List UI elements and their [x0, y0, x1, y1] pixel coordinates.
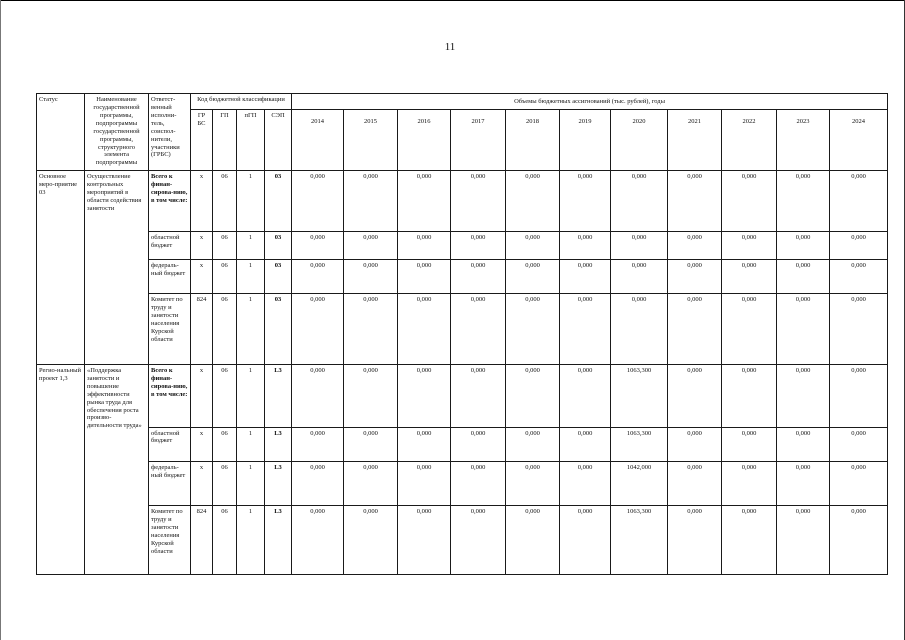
value-cell: 0,000 — [344, 427, 398, 461]
code-pgp-cell: 1 — [237, 461, 265, 505]
code-pgp-cell: 1 — [237, 171, 265, 232]
code-grbs-cell: х — [191, 171, 213, 232]
value-cell: 0,000 — [611, 294, 668, 365]
value-cell: 0,000 — [451, 259, 506, 293]
code-gp-cell: 06 — [213, 171, 237, 232]
value-cell: 0,000 — [611, 231, 668, 259]
scan-border-top — [0, 0, 905, 1]
value-cell: 0,000 — [722, 427, 777, 461]
page-number: 11 — [444, 41, 456, 53]
value-cell: 0,000 — [668, 294, 722, 365]
value-cell: 0,000 — [668, 231, 722, 259]
executor-cell: областной бюджет — [149, 231, 191, 259]
value-cell: 0,000 — [292, 231, 344, 259]
header-budget-code: Код бюджетной классификации — [191, 94, 292, 110]
value-cell: 0,000 — [830, 364, 888, 427]
value-cell: 0,000 — [560, 259, 611, 293]
scan-border-left — [0, 0, 1, 640]
code-pgp-cell: 1 — [237, 259, 265, 293]
value-cell: 0,000 — [451, 427, 506, 461]
value-cell: 0,000 — [451, 461, 506, 505]
value-cell: 0,000 — [506, 171, 560, 232]
value-cell: 0,000 — [560, 427, 611, 461]
name-cell: Осуществление контрольных мероприятий в области содействия занятости — [85, 171, 149, 365]
value-cell: 0,000 — [722, 461, 777, 505]
value-cell: 0,000 — [292, 364, 344, 427]
value-cell: 0,000 — [722, 259, 777, 293]
executor-cell: Всего к финан-сирова-нию, в том числе: — [149, 364, 191, 427]
value-cell: 1063,300 — [611, 427, 668, 461]
value-cell: 0,000 — [344, 259, 398, 293]
value-cell: 0,000 — [722, 294, 777, 365]
data-row — [37, 427, 888, 461]
code-pgp-cell: 1 — [237, 231, 265, 259]
header-year: 2022 — [722, 110, 777, 171]
data-row — [37, 259, 888, 293]
data-row — [37, 231, 888, 259]
code-sep-cell: L3 — [265, 427, 292, 461]
code-grbs-cell: х — [191, 364, 213, 427]
value-cell: 0,000 — [506, 427, 560, 461]
code-grbs-cell: х — [191, 231, 213, 259]
code-gp-cell: 06 — [213, 461, 237, 505]
header-year: 2021 — [668, 110, 722, 171]
code-sep-cell: L3 — [265, 364, 292, 427]
code-gp-cell: 06 — [213, 506, 237, 575]
value-cell: 0,000 — [830, 231, 888, 259]
value-cell: 0,000 — [344, 231, 398, 259]
value-cell: 0,000 — [830, 427, 888, 461]
header-code-gp: ГП — [213, 110, 237, 171]
code-pgp-cell: 1 — [237, 294, 265, 365]
header-status: Статус — [37, 94, 85, 171]
value-cell: 1063,300 — [611, 506, 668, 575]
value-cell: 0,000 — [292, 506, 344, 575]
header-name: Наименование государственной программы, подпрограммы государственной программы, структурного элемента подпрограммы — [85, 94, 149, 171]
code-sep-cell: 03 — [265, 294, 292, 365]
budget-allocation-table — [36, 93, 888, 575]
value-cell: 0,000 — [344, 461, 398, 505]
value-cell: 0,000 — [506, 461, 560, 505]
value-cell: 0,000 — [560, 294, 611, 365]
value-cell: 0,000 — [398, 506, 451, 575]
value-cell: 0,000 — [506, 231, 560, 259]
value-cell: 0,000 — [722, 231, 777, 259]
header-code-sep: СЭП — [265, 110, 292, 171]
value-cell: 0,000 — [292, 259, 344, 293]
value-cell: 0,000 — [722, 506, 777, 575]
header-volumes: Объемы бюджетных ассигнований (тыс. рублей), годы — [292, 94, 888, 110]
data-row — [37, 364, 888, 427]
header-year: 2015 — [344, 110, 398, 171]
code-gp-cell: 06 — [213, 294, 237, 365]
value-cell: 0,000 — [451, 231, 506, 259]
code-gp-cell: 06 — [213, 364, 237, 427]
name-cell: «Поддержка занятости и повышение эффективности рынка труда для обеспечения роста произво-дительности труда» — [85, 364, 149, 574]
code-gp-cell: 06 — [213, 259, 237, 293]
code-pgp-cell: 1 — [237, 506, 265, 575]
header-row-1 — [37, 94, 888, 110]
value-cell: 1042,000 — [611, 461, 668, 505]
code-sep-cell: L3 — [265, 506, 292, 575]
header-year: 2020 — [611, 110, 668, 171]
value-cell: 0,000 — [398, 294, 451, 365]
data-row — [37, 171, 888, 232]
value-cell: 0,000 — [398, 171, 451, 232]
value-cell: 0,000 — [668, 171, 722, 232]
value-cell: 0,000 — [560, 506, 611, 575]
value-cell: 0,000 — [722, 171, 777, 232]
status-cell: Основное меро-приятие 03 — [37, 171, 85, 365]
value-cell: 0,000 — [830, 506, 888, 575]
data-row — [37, 294, 888, 365]
value-cell: 0,000 — [292, 294, 344, 365]
value-cell: 0,000 — [292, 461, 344, 505]
executor-cell: Комитет по труду и занятости населения Курской области — [149, 294, 191, 365]
code-pgp-cell: 1 — [237, 427, 265, 461]
value-cell: 0,000 — [668, 259, 722, 293]
value-cell: 0,000 — [777, 171, 830, 232]
value-cell: 0,000 — [344, 294, 398, 365]
status-cell: Регио-нальный проект 1,3 — [37, 364, 85, 574]
value-cell: 0,000 — [668, 461, 722, 505]
code-sep-cell: 03 — [265, 171, 292, 232]
value-cell: 0,000 — [344, 171, 398, 232]
header-year: 2017 — [451, 110, 506, 171]
value-cell: 0,000 — [292, 427, 344, 461]
value-cell: 0,000 — [668, 427, 722, 461]
value-cell: 0,000 — [777, 294, 830, 365]
value-cell: 0,000 — [451, 364, 506, 427]
value-cell: 0,000 — [560, 231, 611, 259]
header-year: 2018 — [506, 110, 560, 171]
header-year: 2024 — [830, 110, 888, 171]
code-grbs-cell: 824 — [191, 294, 213, 365]
value-cell: 0,000 — [777, 461, 830, 505]
value-cell: 0,000 — [611, 171, 668, 232]
value-cell: 0,000 — [451, 506, 506, 575]
value-cell: 0,000 — [830, 461, 888, 505]
value-cell: 0,000 — [292, 171, 344, 232]
value-cell: 0,000 — [668, 364, 722, 427]
executor-cell: Комитет по труду и занятости населения Курской области — [149, 506, 191, 575]
executor-cell: областной бюджет — [149, 427, 191, 461]
header-executor: Ответст-венный исполни-тель, соиспол-нители, участники (ГРБС) — [149, 94, 191, 171]
code-grbs-cell: х — [191, 461, 213, 505]
executor-cell: федераль-ный бюджет — [149, 461, 191, 505]
value-cell: 0,000 — [506, 259, 560, 293]
value-cell: 0,000 — [398, 364, 451, 427]
header-year: 2016 — [398, 110, 451, 171]
value-cell: 0,000 — [451, 171, 506, 232]
value-cell: 0,000 — [560, 171, 611, 232]
value-cell: 0,000 — [830, 171, 888, 232]
header-code-pgp: пГП — [237, 110, 265, 171]
value-cell: 0,000 — [722, 364, 777, 427]
value-cell: 0,000 — [560, 364, 611, 427]
value-cell: 0,000 — [398, 427, 451, 461]
value-cell: 0,000 — [344, 506, 398, 575]
code-sep-cell: L3 — [265, 461, 292, 505]
data-row — [37, 461, 888, 505]
code-grbs-cell: х — [191, 259, 213, 293]
code-gp-cell: 06 — [213, 427, 237, 461]
header-year: 2014 — [292, 110, 344, 171]
value-cell: 0,000 — [506, 506, 560, 575]
value-cell: 0,000 — [777, 506, 830, 575]
value-cell: 0,000 — [398, 231, 451, 259]
value-cell: 0,000 — [398, 259, 451, 293]
value-cell: 0,000 — [451, 294, 506, 365]
value-cell: 0,000 — [830, 259, 888, 293]
value-cell: 0,000 — [668, 506, 722, 575]
value-cell: 0,000 — [560, 461, 611, 505]
value-cell: 0,000 — [398, 461, 451, 505]
code-grbs-cell: 824 — [191, 506, 213, 575]
code-pgp-cell: 1 — [237, 364, 265, 427]
value-cell: 0,000 — [777, 231, 830, 259]
value-cell: 0,000 — [777, 259, 830, 293]
code-sep-cell: 03 — [265, 231, 292, 259]
code-grbs-cell: х — [191, 427, 213, 461]
value-cell: 0,000 — [344, 364, 398, 427]
header-year: 2019 — [560, 110, 611, 171]
code-gp-cell: 06 — [213, 231, 237, 259]
value-cell: 0,000 — [506, 364, 560, 427]
data-row — [37, 506, 888, 575]
executor-cell: Всего к финан-сирова-нию, в том числе: — [149, 171, 191, 232]
code-sep-cell: 03 — [265, 259, 292, 293]
executor-cell: федераль-ный бюджет — [149, 259, 191, 293]
value-cell: 0,000 — [506, 294, 560, 365]
value-cell: 0,000 — [777, 364, 830, 427]
value-cell: 0,000 — [777, 427, 830, 461]
header-code-grbs: ГР БС — [191, 110, 213, 171]
header-year: 2023 — [777, 110, 830, 171]
value-cell: 1063,300 — [611, 364, 668, 427]
value-cell: 0,000 — [830, 294, 888, 365]
value-cell: 0,000 — [611, 259, 668, 293]
